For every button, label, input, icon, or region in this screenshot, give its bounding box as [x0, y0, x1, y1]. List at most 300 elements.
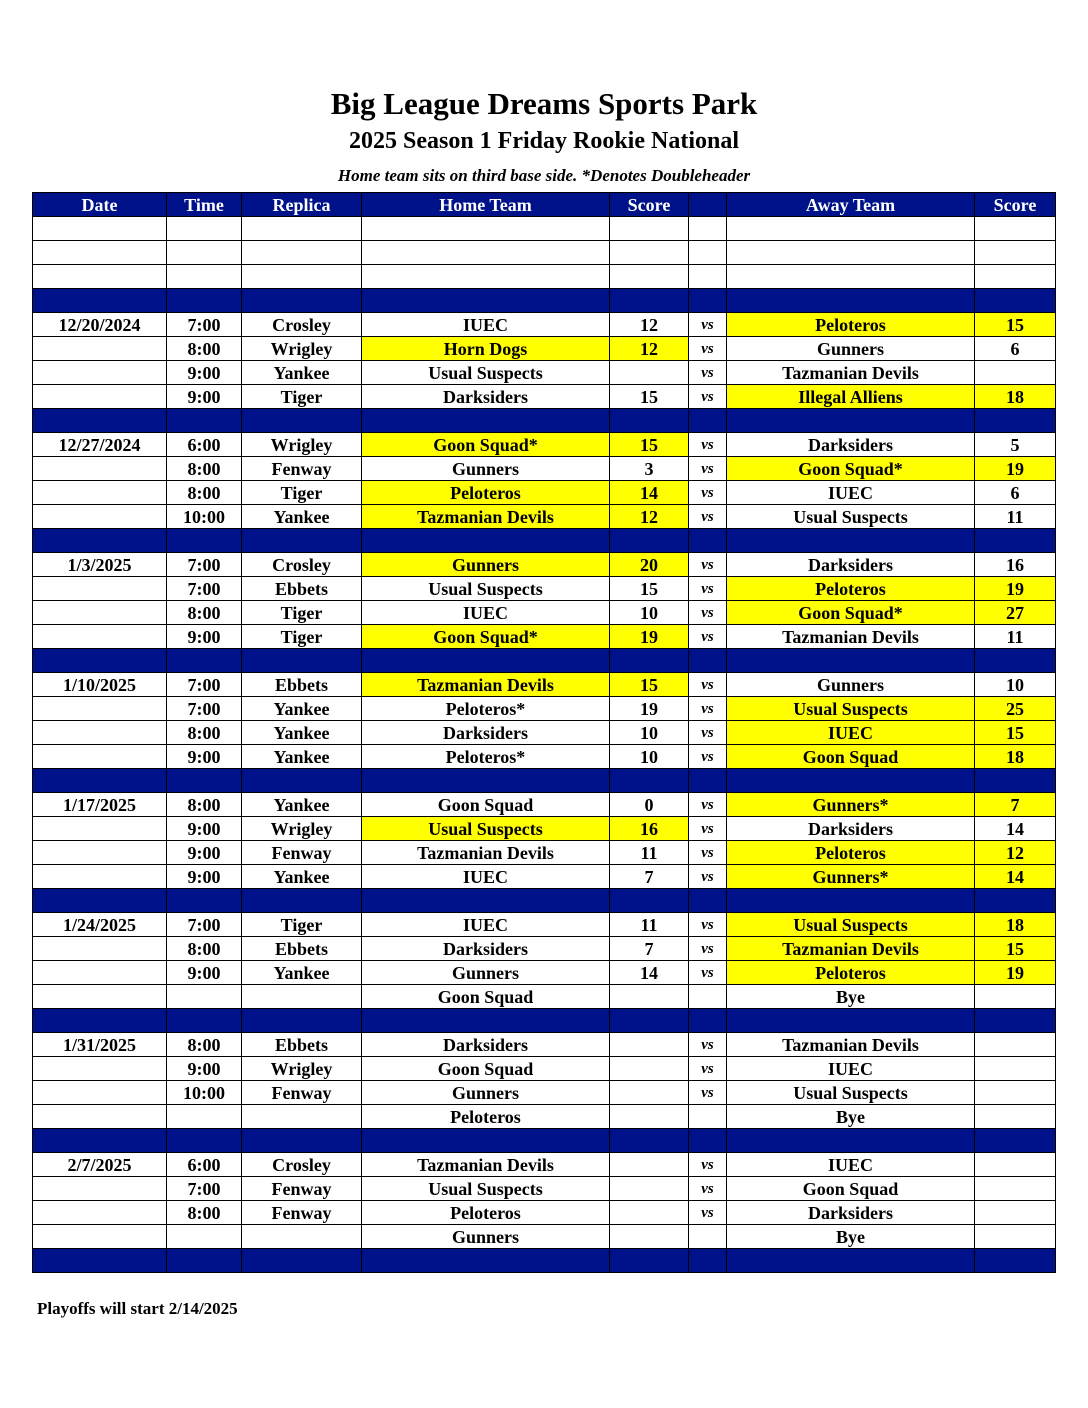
replica-cell: Wrigley	[242, 337, 362, 361]
week-separator	[33, 649, 1056, 673]
home-score-cell: 19	[610, 625, 689, 649]
date-cell	[33, 721, 167, 745]
vs-cell: vs	[689, 913, 727, 937]
date-cell	[33, 409, 167, 433]
replica-cell	[242, 1129, 362, 1153]
away-team-cell	[727, 649, 975, 673]
replica-cell: Tiger	[242, 385, 362, 409]
replica-cell: Tiger	[242, 481, 362, 505]
game-row	[33, 457, 1056, 481]
away-team-cell: Illegal Alliens	[727, 385, 975, 409]
home-score-cell: 19	[610, 697, 689, 721]
vs-cell	[689, 1009, 727, 1033]
game-row	[33, 1225, 1056, 1249]
away-team-cell: IUEC	[727, 1153, 975, 1177]
col-header-home-score: Score	[610, 193, 689, 217]
away-team-cell: Goon Squad*	[727, 601, 975, 625]
time-cell	[167, 409, 242, 433]
game-row	[33, 985, 1056, 1009]
away-team-cell: Gunners	[727, 337, 975, 361]
replica-cell	[242, 985, 362, 1009]
home-team-cell: Tazmanian Devils	[362, 505, 610, 529]
home-team-cell: Usual Suspects	[362, 577, 610, 601]
vs-cell: vs	[689, 361, 727, 385]
home-team-cell: Usual Suspects	[362, 817, 610, 841]
away-team-cell: Tazmanian Devils	[727, 361, 975, 385]
playoffs-note: Playoffs will start 2/14/2025	[37, 1299, 238, 1318]
away-team-cell: Peloteros	[727, 841, 975, 865]
replica-cell: Fenway	[242, 1081, 362, 1105]
away-team-cell: IUEC	[727, 481, 975, 505]
away-score-cell	[975, 1201, 1056, 1225]
replica-cell: Ebbets	[242, 673, 362, 697]
away-team-cell: Peloteros	[727, 313, 975, 337]
time-cell: 7:00	[167, 1177, 242, 1201]
time-cell: 8:00	[167, 457, 242, 481]
date-cell: 1/24/2025	[33, 913, 167, 937]
home-score-cell	[610, 1057, 689, 1081]
home-team-cell	[362, 769, 610, 793]
away-team-cell: Usual Suspects	[727, 913, 975, 937]
date-cell	[33, 265, 167, 289]
page-subtitle: 2025 Season 1 Friday Rookie National	[348, 128, 740, 154]
replica-cell: Fenway	[242, 1177, 362, 1201]
time-cell: 7:00	[167, 913, 242, 937]
date-cell	[33, 649, 167, 673]
date-cell	[33, 1129, 167, 1153]
away-team-cell: Usual Suspects	[727, 697, 975, 721]
date-cell	[33, 577, 167, 601]
date-cell	[33, 529, 167, 553]
away-team-cell	[727, 241, 975, 265]
replica-cell	[242, 649, 362, 673]
game-row	[33, 1177, 1056, 1201]
home-score-cell	[610, 289, 689, 313]
date-cell	[33, 1057, 167, 1081]
date-cell	[33, 889, 167, 913]
replica-cell: Wrigley	[242, 1057, 362, 1081]
home-team-cell: Usual Suspects	[362, 1177, 610, 1201]
home-team-cell: Peloteros	[362, 481, 610, 505]
home-team-cell: Goon Squad	[362, 985, 610, 1009]
date-cell	[33, 241, 167, 265]
home-score-cell: 15	[610, 385, 689, 409]
vs-cell	[689, 409, 727, 433]
replica-cell: Fenway	[242, 1201, 362, 1225]
date-cell	[33, 1009, 167, 1033]
home-team-cell	[362, 241, 610, 265]
replica-cell	[242, 217, 362, 241]
date-cell: 1/10/2025	[33, 673, 167, 697]
home-team-cell: Gunners	[362, 1081, 610, 1105]
game-row	[33, 481, 1056, 505]
replica-cell: Tiger	[242, 601, 362, 625]
date-cell	[33, 841, 167, 865]
home-score-cell: 15	[610, 577, 689, 601]
game-row	[33, 337, 1056, 361]
replica-cell: Tiger	[242, 625, 362, 649]
away-team-cell	[727, 217, 975, 241]
away-team-cell	[727, 289, 975, 313]
away-team-cell: Peloteros	[727, 961, 975, 985]
vs-cell: vs	[689, 337, 727, 361]
time-cell: 8:00	[167, 1033, 242, 1057]
away-score-cell: 10	[975, 673, 1056, 697]
replica-cell: Fenway	[242, 457, 362, 481]
away-score-cell: 19	[975, 577, 1056, 601]
replica-cell: Tiger	[242, 913, 362, 937]
vs-cell: vs	[689, 1177, 727, 1201]
date-cell	[33, 985, 167, 1009]
game-row	[33, 697, 1056, 721]
vs-cell: vs	[689, 553, 727, 577]
game-row	[33, 745, 1056, 769]
away-score-cell: 25	[975, 697, 1056, 721]
home-score-cell	[610, 241, 689, 265]
home-team-cell	[362, 1009, 610, 1033]
date-cell	[33, 505, 167, 529]
date-cell: 2/7/2025	[33, 1153, 167, 1177]
date-cell: 1/17/2025	[33, 793, 167, 817]
time-cell: 9:00	[167, 625, 242, 649]
game-row	[33, 1201, 1056, 1225]
date-cell	[33, 865, 167, 889]
game-row	[33, 553, 1056, 577]
time-cell: 9:00	[167, 385, 242, 409]
vs-cell: vs	[689, 1153, 727, 1177]
game-row	[33, 1057, 1056, 1081]
home-score-cell	[610, 361, 689, 385]
vs-cell: vs	[689, 577, 727, 601]
vs-cell: vs	[689, 1081, 727, 1105]
home-team-cell: IUEC	[362, 313, 610, 337]
time-cell	[167, 649, 242, 673]
home-score-cell	[610, 889, 689, 913]
home-team-cell: Darksiders	[362, 1033, 610, 1057]
away-score-cell: 11	[975, 505, 1056, 529]
home-score-cell: 11	[610, 841, 689, 865]
date-cell: 1/3/2025	[33, 553, 167, 577]
time-cell: 6:00	[167, 433, 242, 457]
away-score-cell: 14	[975, 817, 1056, 841]
home-score-cell: 7	[610, 865, 689, 889]
vs-cell	[689, 1249, 727, 1273]
replica-cell: Wrigley	[242, 817, 362, 841]
vs-cell: vs	[689, 625, 727, 649]
home-team-cell: Peloteros	[362, 1105, 610, 1129]
replica-cell: Ebbets	[242, 577, 362, 601]
vs-cell	[689, 217, 727, 241]
home-score-cell	[610, 1129, 689, 1153]
home-team-cell	[362, 265, 610, 289]
vs-cell: vs	[689, 385, 727, 409]
replica-cell: Yankee	[242, 361, 362, 385]
away-score-cell	[975, 1009, 1056, 1033]
home-team-cell: Gunners	[362, 961, 610, 985]
away-team-cell: Goon Squad*	[727, 457, 975, 481]
away-team-cell	[727, 409, 975, 433]
away-team-cell	[727, 1009, 975, 1033]
home-team-cell: Goon Squad*	[362, 433, 610, 457]
replica-cell	[242, 529, 362, 553]
away-team-cell: Darksiders	[727, 817, 975, 841]
home-team-cell: Tazmanian Devils	[362, 841, 610, 865]
replica-cell: Yankee	[242, 961, 362, 985]
vs-cell: vs	[689, 745, 727, 769]
away-team-cell: Darksiders	[727, 433, 975, 457]
vs-cell: vs	[689, 865, 727, 889]
date-cell	[33, 1177, 167, 1201]
time-cell: 8:00	[167, 601, 242, 625]
home-team-cell: Gunners	[362, 553, 610, 577]
home-score-cell: 15	[610, 433, 689, 457]
replica-cell: Ebbets	[242, 1033, 362, 1057]
game-row	[33, 601, 1056, 625]
vs-cell	[689, 289, 727, 313]
away-score-cell	[975, 289, 1056, 313]
home-team-cell	[362, 1249, 610, 1273]
game-row	[33, 313, 1056, 337]
home-score-cell: 15	[610, 673, 689, 697]
game-row	[33, 721, 1056, 745]
col-header-time: Time	[167, 193, 242, 217]
home-score-cell	[610, 409, 689, 433]
game-row	[33, 1153, 1056, 1177]
week-separator	[33, 889, 1056, 913]
home-score-cell	[610, 985, 689, 1009]
week-separator	[33, 1009, 1056, 1033]
game-row	[33, 793, 1056, 817]
time-cell	[167, 1105, 242, 1129]
home-score-cell: 16	[610, 817, 689, 841]
time-cell	[167, 1009, 242, 1033]
vs-cell: vs	[689, 313, 727, 337]
away-score-cell: 27	[975, 601, 1056, 625]
time-cell	[167, 529, 242, 553]
away-score-cell: 16	[975, 553, 1056, 577]
home-score-cell	[610, 649, 689, 673]
date-cell	[33, 1201, 167, 1225]
date-cell	[33, 937, 167, 961]
home-team-cell: Peloteros	[362, 1201, 610, 1225]
away-team-cell: IUEC	[727, 721, 975, 745]
time-cell: 9:00	[167, 961, 242, 985]
game-row	[33, 505, 1056, 529]
home-score-cell: 12	[610, 505, 689, 529]
away-team-cell: Usual Suspects	[727, 1081, 975, 1105]
away-team-cell: Darksiders	[727, 1201, 975, 1225]
home-score-cell: 10	[610, 745, 689, 769]
away-score-cell: 11	[975, 625, 1056, 649]
replica-cell	[242, 265, 362, 289]
time-cell	[167, 1249, 242, 1273]
away-score-cell	[975, 649, 1056, 673]
home-score-cell	[610, 217, 689, 241]
away-score-cell	[975, 1129, 1056, 1153]
schedule-body	[33, 217, 1056, 1273]
home-score-cell: 20	[610, 553, 689, 577]
away-score-cell: 15	[975, 721, 1056, 745]
replica-cell	[242, 1225, 362, 1249]
away-team-cell: Bye	[727, 1225, 975, 1249]
away-score-cell: 15	[975, 937, 1056, 961]
home-team-cell: Tazmanian Devils	[362, 673, 610, 697]
replica-cell: Crosley	[242, 553, 362, 577]
blank-row	[33, 217, 1056, 241]
away-score-cell: 14	[975, 865, 1056, 889]
vs-cell: vs	[689, 721, 727, 745]
time-cell: 7:00	[167, 673, 242, 697]
date-cell	[33, 1105, 167, 1129]
vs-cell	[689, 1105, 727, 1129]
vs-cell	[689, 649, 727, 673]
replica-cell: Yankee	[242, 505, 362, 529]
week-separator	[33, 409, 1056, 433]
away-score-cell: 6	[975, 481, 1056, 505]
date-cell	[33, 745, 167, 769]
away-team-cell	[727, 769, 975, 793]
replica-cell	[242, 1009, 362, 1033]
home-score-cell: 3	[610, 457, 689, 481]
blank-row	[33, 265, 1056, 289]
replica-cell: Yankee	[242, 793, 362, 817]
date-cell	[33, 625, 167, 649]
away-team-cell: Bye	[727, 985, 975, 1009]
home-score-cell: 12	[610, 313, 689, 337]
date-cell: 12/20/2024	[33, 313, 167, 337]
home-team-cell	[362, 289, 610, 313]
game-row	[33, 673, 1056, 697]
time-cell	[167, 1225, 242, 1249]
home-team-cell	[362, 1129, 610, 1153]
vs-cell	[689, 1225, 727, 1249]
home-team-cell: Goon Squad	[362, 793, 610, 817]
home-team-cell: Tazmanian Devils	[362, 1153, 610, 1177]
game-row	[33, 385, 1056, 409]
replica-cell	[242, 409, 362, 433]
away-team-cell	[727, 1249, 975, 1273]
date-cell	[33, 337, 167, 361]
away-team-cell: Tazmanian Devils	[727, 937, 975, 961]
game-row	[33, 433, 1056, 457]
col-header-away-score: Score	[975, 193, 1056, 217]
time-cell: 8:00	[167, 337, 242, 361]
away-score-cell	[975, 241, 1056, 265]
vs-cell	[689, 769, 727, 793]
home-score-cell	[610, 1201, 689, 1225]
replica-cell: Crosley	[242, 1153, 362, 1177]
vs-cell: vs	[689, 673, 727, 697]
home-score-cell: 7	[610, 937, 689, 961]
date-cell	[33, 1081, 167, 1105]
home-score-cell: 10	[610, 721, 689, 745]
home-score-cell	[610, 1009, 689, 1033]
home-score-cell	[610, 265, 689, 289]
away-score-cell	[975, 265, 1056, 289]
schedule-table	[32, 192, 1056, 1273]
time-cell: 9:00	[167, 361, 242, 385]
home-score-cell: 12	[610, 337, 689, 361]
away-team-cell: Gunners	[727, 673, 975, 697]
game-row	[33, 817, 1056, 841]
time-cell: 9:00	[167, 865, 242, 889]
away-team-cell: IUEC	[727, 1057, 975, 1081]
vs-cell: vs	[689, 937, 727, 961]
col-header-home-team: Home Team	[362, 193, 610, 217]
away-team-cell	[727, 265, 975, 289]
replica-cell	[242, 1105, 362, 1129]
time-cell: 6:00	[167, 1153, 242, 1177]
away-team-cell: Tazmanian Devils	[727, 1033, 975, 1057]
away-score-cell	[975, 361, 1056, 385]
replica-cell	[242, 289, 362, 313]
away-score-cell	[975, 1081, 1056, 1105]
home-team-cell	[362, 217, 610, 241]
replica-cell: Crosley	[242, 313, 362, 337]
replica-cell	[242, 241, 362, 265]
vs-cell	[689, 241, 727, 265]
time-cell: 9:00	[167, 817, 242, 841]
schedule-note: Home team sits on third base side. *Denotes Doubleheader	[337, 166, 751, 185]
vs-cell: vs	[689, 817, 727, 841]
col-header-away-team: Away Team	[727, 193, 975, 217]
vs-cell: vs	[689, 1201, 727, 1225]
away-team-cell: Usual Suspects	[727, 505, 975, 529]
time-cell	[167, 769, 242, 793]
vs-cell	[689, 265, 727, 289]
page-title: Big League Dreams Sports Park	[330, 86, 758, 121]
time-cell: 8:00	[167, 1201, 242, 1225]
replica-cell	[242, 1249, 362, 1273]
vs-cell	[689, 889, 727, 913]
time-cell: 7:00	[167, 697, 242, 721]
time-cell	[167, 889, 242, 913]
vs-cell: vs	[689, 697, 727, 721]
away-score-cell: 19	[975, 457, 1056, 481]
week-separator	[33, 289, 1056, 313]
away-score-cell	[975, 1105, 1056, 1129]
vs-cell	[689, 1129, 727, 1153]
game-row	[33, 1105, 1056, 1129]
replica-cell: Ebbets	[242, 937, 362, 961]
away-team-cell	[727, 529, 975, 553]
home-team-cell	[362, 529, 610, 553]
vs-cell	[689, 529, 727, 553]
game-row	[33, 577, 1056, 601]
date-cell: 12/27/2024	[33, 433, 167, 457]
home-team-cell: Usual Suspects	[362, 361, 610, 385]
away-score-cell	[975, 1057, 1056, 1081]
replica-cell: Yankee	[242, 745, 362, 769]
home-team-cell: Horn Dogs	[362, 337, 610, 361]
away-team-cell: Darksiders	[727, 553, 975, 577]
home-team-cell: Goon Squad	[362, 1057, 610, 1081]
time-cell	[167, 217, 242, 241]
vs-cell: vs	[689, 961, 727, 985]
away-score-cell	[975, 1033, 1056, 1057]
replica-cell	[242, 889, 362, 913]
away-score-cell	[975, 769, 1056, 793]
vs-cell: vs	[689, 481, 727, 505]
replica-cell: Yankee	[242, 865, 362, 889]
home-team-cell: IUEC	[362, 865, 610, 889]
time-cell	[167, 1129, 242, 1153]
date-cell	[33, 385, 167, 409]
vs-cell: vs	[689, 793, 727, 817]
away-score-cell: 5	[975, 433, 1056, 457]
away-score-cell: 12	[975, 841, 1056, 865]
away-team-cell	[727, 889, 975, 913]
